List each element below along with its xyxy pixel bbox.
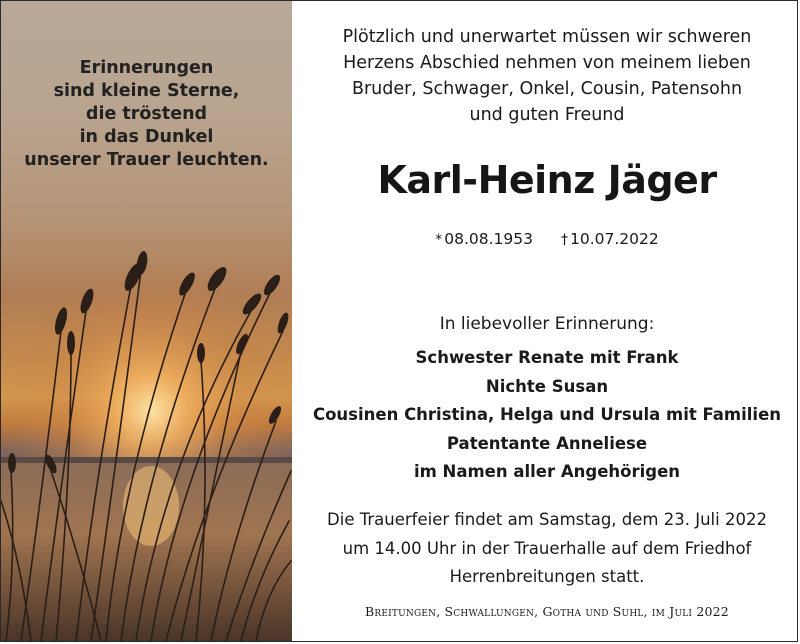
memory-label: In liebevoller Erinnerung: — [439, 314, 655, 334]
birth-date: 08.08.1953 — [444, 230, 533, 248]
memorial-quote — [1, 57, 292, 172]
intro-line: und guten Freund — [469, 105, 625, 125]
death-date-group — [561, 230, 659, 248]
service-line: um 14.00 Uhr in der Trauerhalle auf dem Friedhof — [342, 538, 752, 558]
birth-date-group — [435, 230, 533, 248]
mourner-line: im Namen aller Angehörigen — [413, 462, 681, 481]
service-line: Herrenbreitungen statt. — [449, 567, 645, 586]
place-date-footer: Breitungen, Schwallungen, Gotha und Suhl, im Juli 2022 — [365, 604, 729, 619]
quote-line: die tröstend — [85, 104, 208, 124]
mourner-line: Cousinen Christina, Helga und Ursula mit Familien — [312, 405, 782, 424]
service-line: Die Trauerfeier findet am Samstag, dem 23. Juli 2022 — [327, 510, 767, 529]
death-date: 10.07.2022 — [570, 230, 659, 248]
quote-line: unserer Trauer leuchten. — [24, 150, 269, 170]
intro-paragraph — [300, 24, 794, 128]
sunset-reed-photo — [1, 1, 292, 641]
mourner-line: Patentante Anneliese — [446, 433, 648, 453]
intro-line: Herzens Abschied nehmen von meinem lieben — [343, 53, 751, 73]
mourners-list — [300, 344, 794, 487]
intro-line: Bruder, Schwager, Onkel, Cousin, Patensohn — [351, 79, 743, 99]
mourner-line: Nichte Susan — [485, 376, 609, 396]
birth-star-icon: * — [435, 232, 443, 248]
quote-line: Erinnerungen — [79, 58, 214, 78]
quote-line: sind kleine Sterne, — [53, 81, 240, 101]
funeral-service-info — [300, 506, 794, 592]
death-cross-icon: † — [561, 232, 568, 248]
quote-line: in das Dunkel — [79, 127, 214, 147]
intro-line: Plötzlich und unerwartet müssen wir schweren — [342, 27, 752, 47]
mourner-line: Schwester Renate mit Frank — [415, 348, 679, 367]
life-dates — [300, 230, 794, 248]
deceased-name: Karl-Heinz Jäger — [377, 158, 717, 202]
